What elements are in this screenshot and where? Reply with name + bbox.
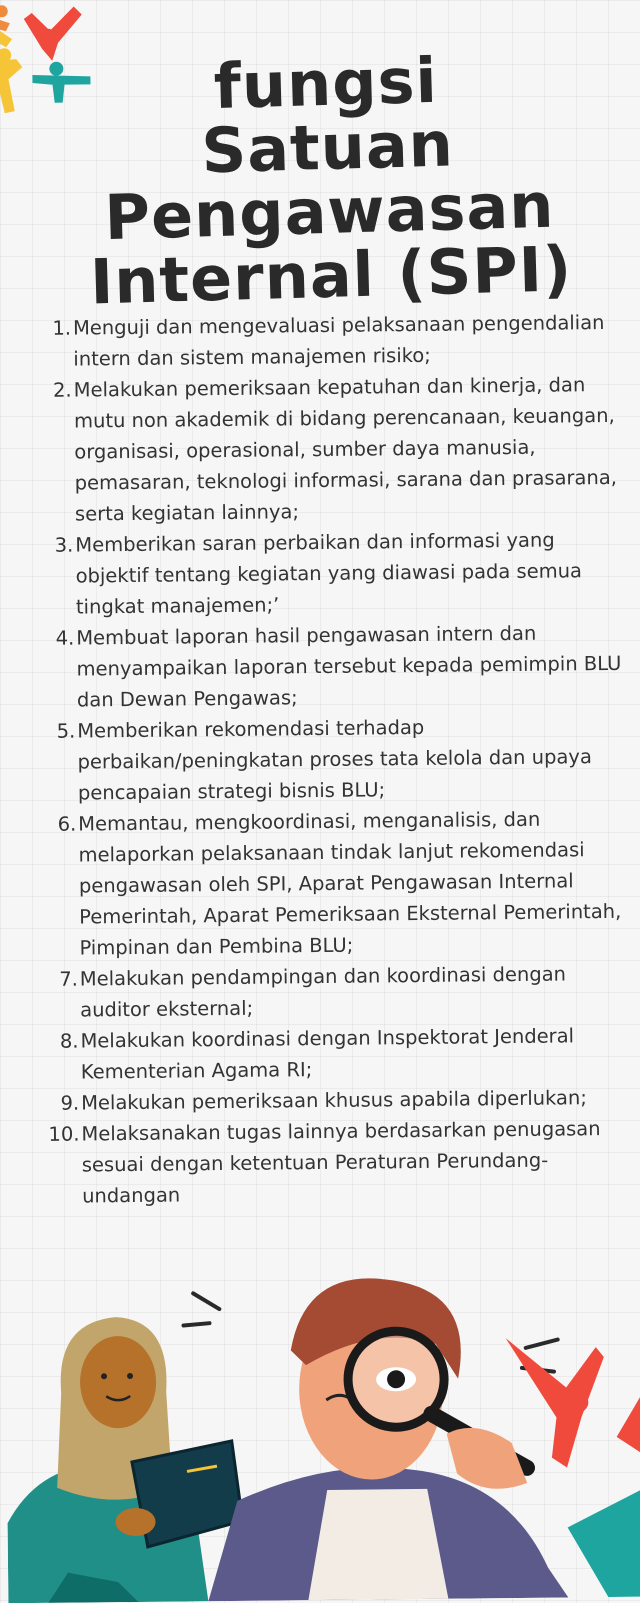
list-item — [52, 958, 633, 1026]
list-item-number: 4. — [55, 626, 75, 650]
list-item — [52, 1020, 633, 1088]
title-line-3: Internal (SPI) — [89, 232, 574, 319]
teal-figure-icon — [567, 1487, 640, 1598]
list-item-text: Melaksanakan tugas lainnya berdasarkan penugasan sesuai dengan ketentuan Peraturan Perundang-undangan — [81, 1117, 601, 1208]
list-item-number: 8. — [59, 1029, 79, 1053]
list-item — [45, 307, 626, 375]
list-item-number: 3. — [54, 533, 74, 557]
orange-figure-icon — [0, 5, 10, 31]
title-line-1: fungsi Satuan — [200, 43, 455, 188]
list-item-text: Melakukan pemeriksaan khusus apabila diperlukan; — [81, 1086, 587, 1115]
functions-list — [45, 307, 634, 1212]
list-item — [48, 1113, 634, 1212]
list-item — [50, 803, 632, 964]
list-item-number: 6. — [57, 812, 77, 836]
list-item-text: Melakukan pendampingan dan koordinasi dengan auditor eksternal; — [79, 962, 567, 1022]
list-item-text: Melakukan koordinasi dengan Inspektorat Jenderal Kementerian Agama RI; — [80, 1024, 575, 1084]
list-item-text: Memberikan rekomendasi terhadap perbaikan/peningkatan proses tata kelola dan upaya pencapaian strategi bisnis BLU; — [77, 715, 592, 805]
title-line-2: Pengawasan — [103, 168, 556, 255]
list-item — [47, 524, 628, 623]
list-item-number: 2. — [52, 378, 72, 402]
yellow-figure-icon — [0, 25, 23, 113]
red-figure-icon — [24, 6, 83, 61]
list-item — [48, 617, 629, 716]
woman-reading-figure — [5, 1316, 243, 1603]
list-item-text: Memantau, mengkoordinasi, menganalisis, dan melaporkan pelaksanaan tindak lanjut rekomendasi pengawasan oleh SPI, Aparat Pengawasan Internal Pemerintah, Aparat Pemeriksaan Eksternal Pemerintah, Pimpinan dan Pembina BLU; — [78, 807, 622, 960]
page-title — [80, 43, 577, 319]
red-figure-icon — [506, 1337, 640, 1468]
list-item-text: Menguji dan mengevaluasi pelaksanaan pengendalian intern dan sistem manajemen risiko; — [72, 310, 605, 371]
list-item-text: Membuat laporan hasil pengawasan intern dan menyampaikan laporan tersebut kepada pemimpin BLU dan Dewan Pengawas; — [76, 621, 622, 712]
list-item-text: Memberikan saran perbaikan dan informasi yang objektif tentang kegiatan yang diawasi pada semua tingkat manajemen;’ — [75, 528, 583, 619]
list-item-number: 10. — [48, 1122, 80, 1146]
list-item-number: 7. — [59, 967, 78, 991]
list-item-number: 1. — [52, 316, 72, 340]
list-item — [49, 710, 630, 809]
list-item-number: 9. — [60, 1091, 80, 1115]
list-item — [46, 369, 628, 530]
people-with-magnifier-illustration — [5, 1267, 640, 1603]
list-item-text: Melakukan pemeriksaan kepatuhan dan kinerja, dan mutu non akademik di bidang perencanaan, keuangan, organisasi, operasional, sumber daya manusia, pemasaran, teknologi informasi, sarana dan prasarana, serta kegiatan lainnya; — [73, 373, 618, 526]
list-item-number: 5. — [56, 719, 76, 743]
man-with-magnifier-figure — [205, 1276, 568, 1601]
